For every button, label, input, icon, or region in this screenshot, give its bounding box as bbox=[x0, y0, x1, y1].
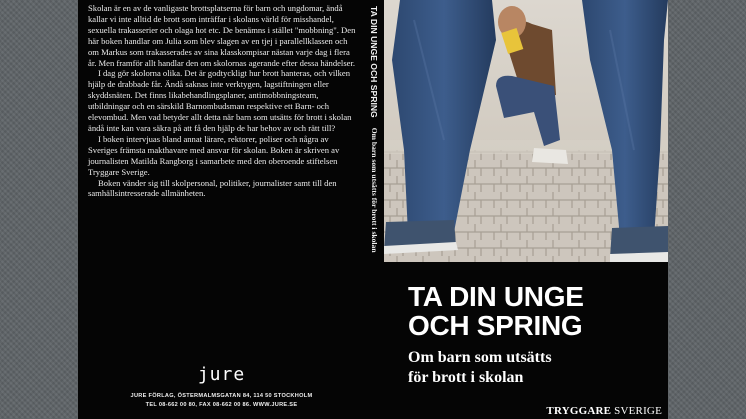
front-cover bbox=[384, 0, 668, 419]
cover-title-line: TA DIN UNGE bbox=[408, 281, 584, 312]
cover-photo bbox=[384, 0, 668, 266]
blurb-paragraph: I boken intervjuas bland annat lärare, rektorer, poliser och några av Sveriges främsta makthavare med ansvar för skolan. Boken är skriven av journalisten Matilda Rangborg i samarbete med den oberoende stiftelsen Tryggare Sverige. bbox=[88, 133, 340, 177]
cover-subtitle bbox=[408, 348, 664, 388]
cover-title-line: OCH SPRING bbox=[408, 310, 583, 341]
back-cover bbox=[78, 0, 365, 419]
blurb-paragraph: I dag gör skolorna olika. Det är godtyckligt hur brott hanteras, och vilken hjälp de drabbade får. Ändå saknas inte verktygen, lagstiftningen eller skyddsnäten. Det finns likabehandlingsplaner, antimobbningsteam, utbildningar och en särskild Barnombudsman respektive ett Barn- och elevombud. Men vad betyder allt detta när barn som utsätts för brott i skolan ändå inte kan vara säkra på att få den hjälp de har behov av och rätt till? bbox=[88, 68, 352, 133]
blurb-paragraph: Boken vänder sig till skolpersonal, politiker, journalister samt till den samhällsintresserade allmänheten. bbox=[88, 177, 337, 199]
book-cover-spread bbox=[78, 0, 668, 419]
cover-subtitle-line: Om barn som utsätts bbox=[408, 349, 552, 366]
spine-title: TA DIN UNGE OCH SPRING bbox=[369, 6, 380, 118]
cover-title bbox=[408, 282, 664, 340]
spine-subtitle: Om barn som utsätts för brott i skolan bbox=[370, 127, 379, 253]
cover-subtitle-line: för brott i skolan bbox=[408, 369, 524, 386]
brand-part: TRYGGARE bbox=[546, 405, 612, 417]
publisher-address: JURE FÖRLAG, ÖSTERMALMSGATAN 84, 114 50 STOCKHOLM bbox=[130, 393, 313, 399]
publisher-logo: jure bbox=[197, 364, 246, 385]
back-cover-blurb bbox=[88, 3, 358, 199]
blurb-paragraph: Skolan är en av de vanligaste brottsplatserna för barn och ungdomar, ändå kallar vi inte alltid de brott som inträffar i skolans värld för misshandel, sexuella trakasserier och olaga hot etc. De benämns i stället "mobbning". Den här boken handlar om Julia som blev slagen av en tjej i parallellklassen och om Markus som trakasserades av sina klasskompisar nästan varje dag i flera år. Men framför allt handlar den om skolornas agerande efter dessa händelser. bbox=[88, 3, 356, 68]
brand-part: SVERIGE bbox=[611, 405, 662, 417]
publisher-contact: TEL 08-662 00 80, FAX 08-662 00 86. WWW.JURE.SE bbox=[145, 402, 298, 408]
brand-logo bbox=[546, 405, 662, 417]
book-spine bbox=[365, 0, 384, 419]
